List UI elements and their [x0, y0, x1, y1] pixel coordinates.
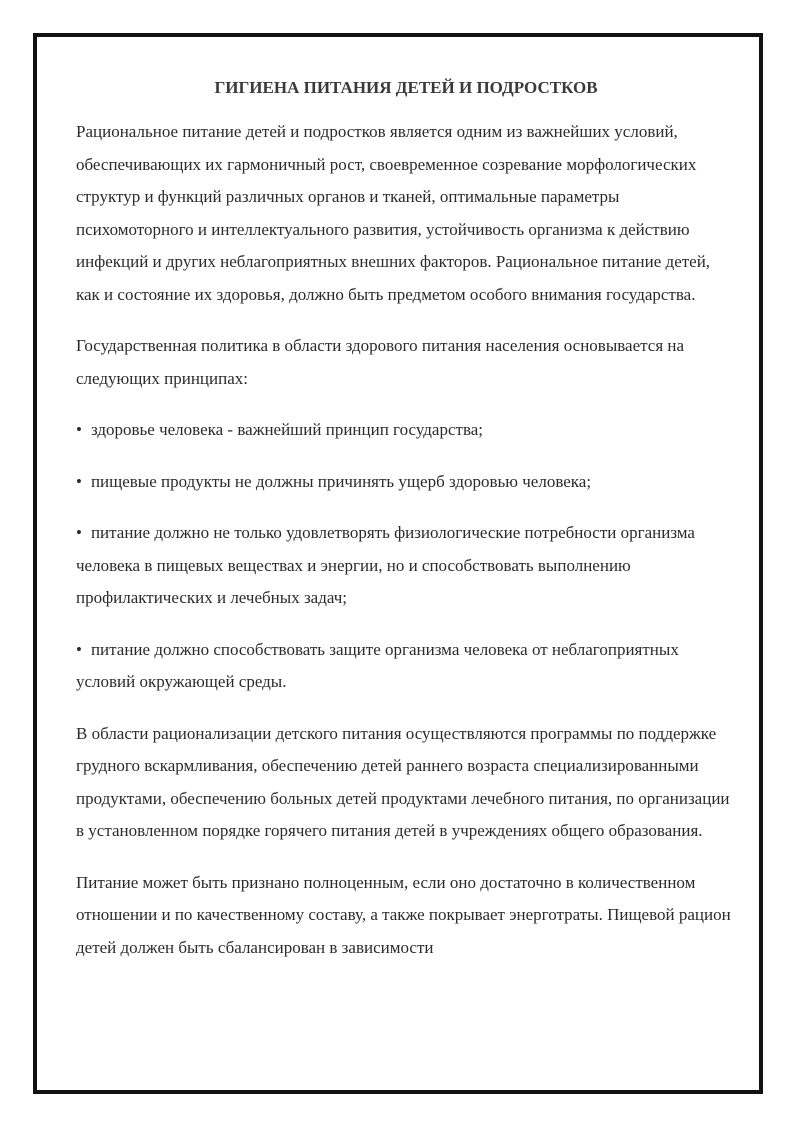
bullet-item: • питание должно не только удовлетворять физиологические потребности организма человека в пищевых веществах и энергии, но и способствовать выполнению профилактических и лечебных задач;: [76, 517, 736, 615]
bullet-item: • питание должно способствовать защите организма человека от неблагоприятных условий окружающей среды.: [76, 634, 736, 699]
document-title: ГИГИЕНА ПИТАНИЯ ДЕТЕЙ И ПОДРОСТКОВ: [214, 78, 598, 97]
paragraph-nutrition: Питание может быть признано полноценным, если оно достаточно в количественном отношении и по качественному составу, а также покрывает энерготраты. Пищевой рацион детей должен быть сбалансирован в зависимости: [76, 872, 731, 957]
paragraph-policy: Государственная политика в области здорового питания населения основывается на следующих принципах:: [76, 336, 685, 388]
bullet-item: • пищевые продукты не должны причинять ущерб здоровью человека;: [76, 466, 736, 499]
bullet-item: • здоровье человека - важнейший принцип государства;: [76, 414, 736, 447]
paragraph-intro: Рациональное питание детей и подростков является одним из важнейших условий, обеспечивающих их гармоничный рост, своевременное созревание морфологических структур и функций различных органов и тканей, оптимальные параметры психомоторного и интеллектуального развития, устойчивость организма к действию инфекций и других неблагоприятных внешних факторов. Рациональное питание детей, как и состояние их здоровья, должно быть предметом особого внимания государства.: [76, 122, 711, 304]
document-body: [76, 74, 736, 983]
paragraph-programs: В области рационализации детского питания осуществляются программы по поддержке грудного вскармливания, обеспечению детей раннего возраста специализированными продуктами, обеспечению больных детей продуктами лечебного питания, по организации в установленном порядке горячего питания детей в учреждениях общего образования.: [76, 723, 730, 840]
